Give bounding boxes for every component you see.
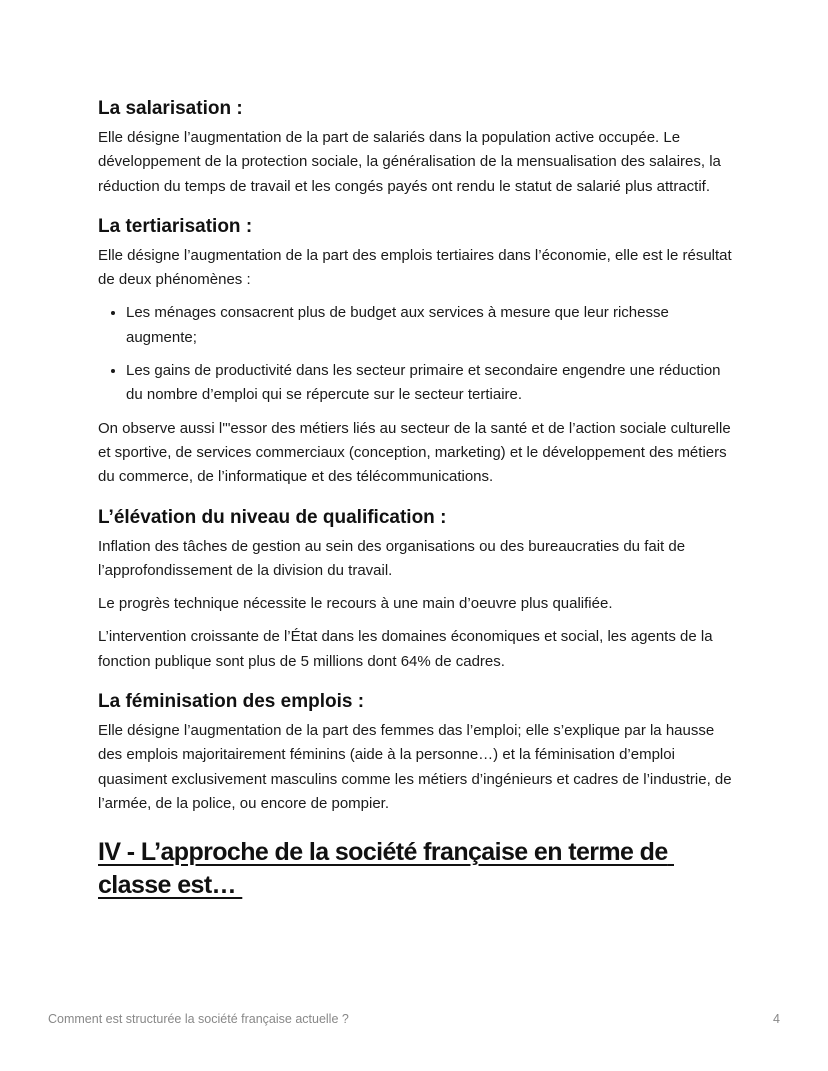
paragraph: On observe aussi l'"essor des métiers liés au secteur de la santé et de l’action sociale culturelle et sportive, de services commerciaux (conception, marketing) et le développement des métiers du commerce, de l’informatique et des télécommunications.: [98, 419, 731, 486]
list-item: • Les ménages consacrent plus de budget aux services à mesure que leur richesse augmente;: [126, 301, 738, 350]
section-heading: La salarisation :: [98, 98, 243, 119]
chapter-heading-text: IV - L’approche de la société française en terme de classe est…: [98, 838, 674, 900]
paragraph: Le progrès technique nécessite le recours à une main d’oeuvre plus qualifiée.: [98, 595, 613, 613]
page-number: 4: [773, 1012, 780, 1026]
section-qualification: [98, 505, 738, 674]
section-heading: La tertiarisation :: [98, 215, 253, 237]
page-footer: Comment est structurée la société française actuelle ?: [48, 1012, 349, 1026]
section-salarisation: [98, 96, 738, 199]
list-item: • Les gains de productivité dans les secteur primaire et secondaire engendre une réduction du nombre d’emploi qui se répercute sur le secteur tertiaire.: [126, 359, 738, 408]
section-heading: L’élévation du niveau de qualification :: [98, 506, 447, 528]
chapter-heading: [98, 836, 738, 902]
bullet-list: [98, 301, 738, 407]
section-tertiarisation: [98, 214, 738, 490]
paragraph: Inflation des tâches de gestion au sein des organisations ou des bureaucraties du fait de l’approfondissement de la division du travail.: [98, 537, 686, 579]
paragraph: Elle désigne l’augmentation de la part des femmes das l’emploi; elle s’explique par la hausse des emplois majoritairement féminins (aide à la personne…) et la féminisation d’emploi quasiment exclusivement masculins comme les métiers d’ingénieurs et cadres de l’industrie, de l’armée, de la police, ou encore de pompier.: [98, 722, 732, 812]
paragraph: L’intervention croissante de l’État dans les domaines économiques et social, les agents de la fonction publique sont plus de 5 millions dont 64% de cadres.: [98, 628, 713, 670]
section-heading: La féminisation des emplois :: [98, 691, 365, 713]
paragraph: Elle désigne l’augmentation de la part de salariés dans la population active occupée. Le développement de la protection sociale, la généralisation de la mensualisation des salaires, la réduction du temps de travail et les congés payés ont rendu le statut de salarié plus attractif.: [98, 129, 721, 195]
section-feminisation: [98, 689, 738, 816]
document-body: [98, 96, 738, 902]
paragraph: Elle désigne l’augmentation de la part des emplois tertiaires dans l’économie, elle est le résultat de deux phénomènes :: [98, 246, 732, 289]
